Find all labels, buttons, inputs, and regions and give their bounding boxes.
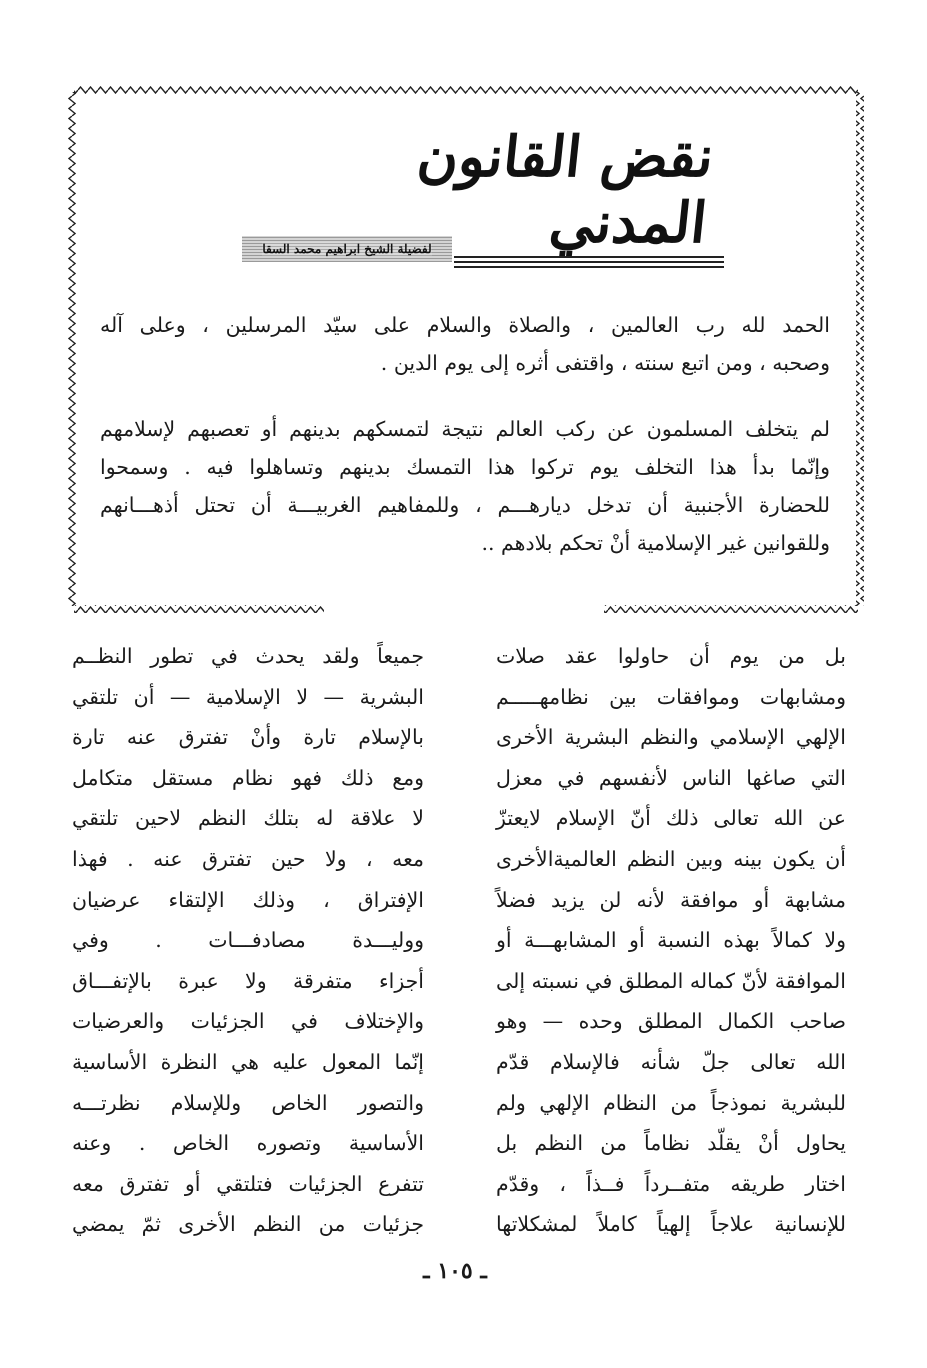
- text-line: الموافقة لأنّ كماله المطلق في نسبته إلى: [496, 968, 846, 993]
- text-line: ومشابهات وموافقات بين نظامهـــــم: [496, 684, 846, 709]
- text-line: وإنّما بدأ هذا التخلف يوم تركوا هذا التمسك بدينهم وتساهلوا فيه . وسمحوا: [100, 455, 830, 479]
- text-line: الإفتراق ، وذلك الإلتقاء عرضيان: [72, 887, 424, 912]
- text-line: للحضارة الأجنبية أن تدخل ديارهـــم ، وللمفاهيم الغربيـــة أن تحتل أذهـــانهم: [100, 493, 830, 517]
- text-line: البشرية — لا الإسلامية — أن تلتقي: [72, 684, 424, 709]
- author-banner: [242, 236, 452, 262]
- text-line: يحاول أنْ يقلّد نظاماً من النظم بل: [496, 1131, 846, 1156]
- text-line: بل من يوم أن حاولوا عقد صلات: [496, 644, 846, 668]
- text-line: الحمد لله رب العالمين ، والصلاة والسلام على سيّد المرسلين ، وعلى آله: [100, 313, 830, 337]
- text-line: ولا كمالاً بهذه النسبة أو المشابهـــة أو: [496, 928, 846, 953]
- text-line: صاحب الكمال المطلق وحده — وهو: [496, 1009, 846, 1034]
- text-line: مشابهة أو موافقة لأنه لن يزيد فضلاً: [496, 887, 846, 912]
- author-name: لفضيلة الشيخ ابراهيم محمد السقا: [262, 242, 432, 256]
- text-line: لم يتخلف المسلمون عن ركب العالم نتيجة لتمسكهم بدينهم أو تعصبهم لإسلامهم: [100, 417, 830, 441]
- text-line: اختار طريقه متفــرداً فــذاً ، وقدّم: [496, 1171, 846, 1196]
- article-title: نقض القانون المدني: [414, 124, 717, 256]
- left-column: [72, 636, 424, 1245]
- text-line: لا علاقة له بتلك النظم لاحين تلتقي: [72, 806, 424, 831]
- text-line: الأساسية وتصوره الخاص . وعنه: [72, 1131, 424, 1156]
- text-line: بالإسلام تارة وأنْ تفترق عنه تارة: [72, 725, 424, 750]
- text-line: معه ، ولا حين تفترق عنه . فهذا: [72, 846, 424, 871]
- text-line: للبشرية نموذجاً من النظام الإلهي ولم: [496, 1090, 846, 1115]
- decorative-rules: [454, 256, 724, 270]
- text-line: وللقوانين غير الإسلامية أنْ تحكم بلادهم ..: [481, 531, 830, 555]
- page-number: ـ ١٠٥ ـ: [423, 1258, 487, 1284]
- text-line: وصحبه ، ومن اتبع سنته ، واقتفى أثره إلى يوم الدين .: [380, 351, 830, 375]
- text-line: والتصور الخاص وللإسلام نظرتـــه: [72, 1090, 424, 1115]
- text-line: ووليـــدة مصادفـــات . وفي: [72, 928, 424, 953]
- intro-paragraph-2: [100, 410, 830, 562]
- text-line: جزئيات من النظم الأخرى ثمّ يمضي: [72, 1212, 424, 1237]
- text-line: أن يكون بينه وبين النظم العالميةالأخرى: [496, 846, 846, 871]
- text-line: إنّما المعول عليه هي النظرة الأساسية: [72, 1049, 424, 1074]
- intro-paragraph-1: [100, 306, 830, 382]
- text-line: جميعاً ولقد يحدث في تطور النظــم: [72, 644, 424, 668]
- text-line: تتفرع الجزئيات فتلتقي أو تفترق معه: [72, 1171, 424, 1196]
- text-line: الله تعالى جلّ شأنه فالإسلام قدّم: [496, 1049, 846, 1074]
- text-line: التي صاغها الناس لأنفسهم في معزل: [496, 765, 846, 790]
- right-column: [496, 636, 846, 1245]
- text-line: الإلهي الإسلامي والنظم البشرية الأخرى: [496, 725, 846, 750]
- text-line: للإنسانية علاجاً إلهياً كاملاً لمشكلاتها: [496, 1212, 846, 1237]
- text-line: عن الله تعالى ذلك أنّ الإسلام لايعتزّ: [496, 806, 846, 831]
- text-line: والإختلاف في الجزئيات والعرضيات: [72, 1009, 424, 1034]
- text-line: ومع ذلك فهو نظام مستقل متكامل: [72, 765, 424, 790]
- text-line: أجزاء متفرقة ولا عبرة بالإتفـــاق: [72, 968, 424, 993]
